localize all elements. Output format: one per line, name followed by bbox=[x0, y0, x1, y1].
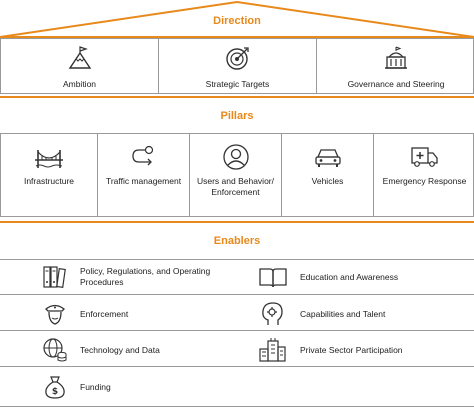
pillar-vehicles bbox=[282, 134, 374, 216]
pillar-label: Users and Behavior/ Enforcement bbox=[196, 176, 274, 197]
enabler-education bbox=[258, 264, 458, 290]
money-bag-icon bbox=[42, 374, 68, 400]
pillar-infrastructure bbox=[1, 134, 98, 216]
globe-database-icon bbox=[42, 337, 68, 363]
binders-icon bbox=[42, 264, 68, 290]
direction-label: Strategic Targets bbox=[205, 79, 270, 89]
government-building-icon bbox=[383, 45, 409, 71]
pillar-traffic-management bbox=[98, 134, 190, 216]
svg-text:$: $ bbox=[51, 387, 59, 397]
enabler-label: Funding bbox=[80, 381, 111, 392]
buildings-icon bbox=[258, 337, 288, 363]
enabler-label: Policy, Regulations, and Operating Procedures bbox=[80, 266, 211, 287]
enabler-label: Enforcement bbox=[80, 308, 129, 319]
direction-label: Ambition bbox=[62, 79, 97, 89]
enablers-title: Enablers bbox=[213, 235, 261, 247]
pillar-label: Infrastructure bbox=[23, 176, 75, 186]
enabler-policy bbox=[42, 264, 242, 290]
enabler-enforcement bbox=[42, 301, 242, 327]
pillar-label: Traffic management bbox=[105, 176, 182, 186]
pillar-users-behavior bbox=[190, 134, 282, 216]
direction-item-ambition bbox=[1, 39, 159, 93]
enabler-label: Private Sector Participation bbox=[300, 344, 403, 355]
pillar-label: Vehicles bbox=[311, 176, 344, 186]
direction-label: Governance and Steering bbox=[347, 79, 445, 89]
open-book-icon bbox=[258, 264, 288, 290]
car-icon bbox=[313, 144, 343, 170]
target-icon bbox=[225, 45, 251, 71]
pillars-row bbox=[0, 133, 474, 217]
enabler-capabilities bbox=[258, 301, 458, 327]
route-icon bbox=[129, 144, 159, 170]
enablers-divider bbox=[0, 221, 474, 223]
direction-item-governance bbox=[317, 39, 474, 93]
police-officer-icon bbox=[42, 301, 68, 327]
enabler-label: Capabilities and Talent bbox=[300, 308, 386, 319]
pillar-label: Emergency Response bbox=[382, 176, 467, 186]
bridge-icon bbox=[34, 144, 64, 170]
mountain-flag-icon bbox=[67, 45, 93, 71]
enabler-technology bbox=[42, 337, 242, 363]
user-icon bbox=[222, 143, 250, 171]
pillars-title: Pillars bbox=[220, 110, 254, 122]
pillar-emergency-response bbox=[374, 134, 474, 216]
direction-title: Direction bbox=[213, 15, 261, 27]
enabler-label: Education and Awareness bbox=[300, 271, 399, 282]
direction-row bbox=[0, 38, 474, 94]
direction-item-strategic-targets bbox=[159, 39, 317, 93]
enabler-label: Technology and Data bbox=[80, 344, 160, 355]
ambulance-icon bbox=[410, 144, 440, 170]
enabler-private-sector bbox=[258, 337, 458, 363]
head-gear-icon bbox=[258, 301, 288, 327]
pillars-divider bbox=[0, 96, 474, 98]
enabler-funding bbox=[42, 374, 242, 400]
